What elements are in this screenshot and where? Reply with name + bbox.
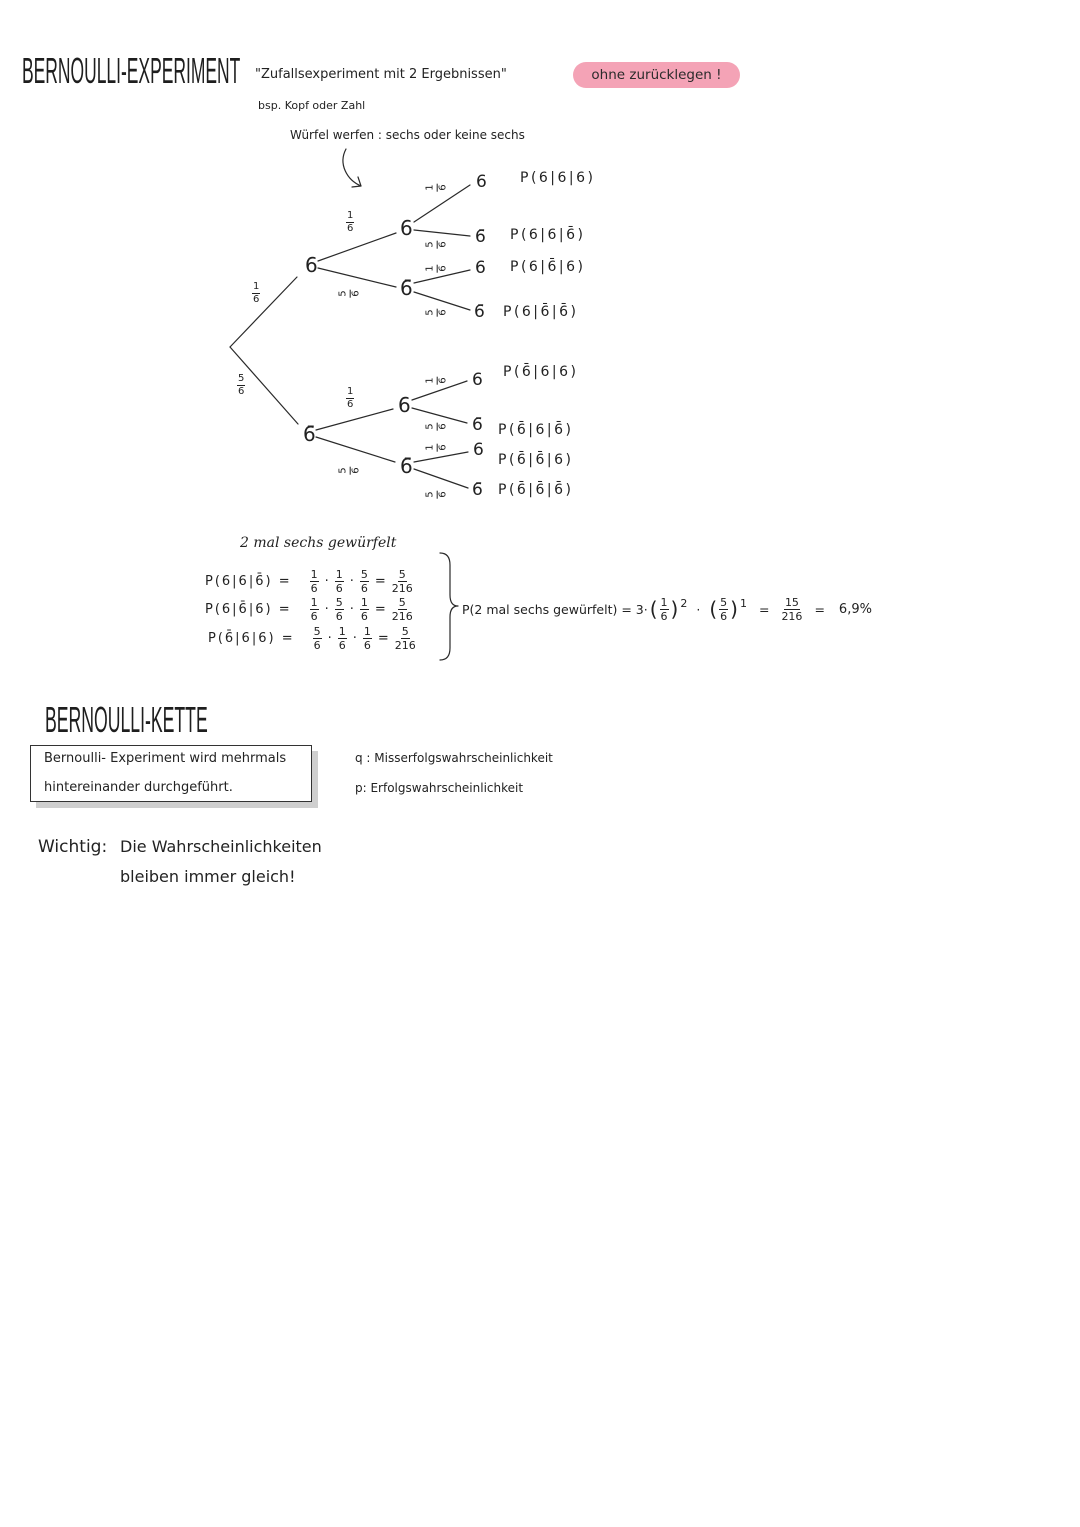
multiply-dot: · (327, 630, 332, 646)
branch-line (414, 292, 470, 310)
highlight-badge (573, 62, 740, 88)
definition-box (30, 745, 312, 802)
numerator: 1 (347, 386, 354, 397)
tree-leaf-failure: 6̄ (475, 227, 486, 247)
open-paren: ( (649, 597, 658, 621)
down-arrow-icon (343, 149, 361, 186)
row-result (392, 569, 413, 594)
outcome-label: P(6̄|6̄|6̄) (498, 482, 574, 498)
example-text: bsp. Kopf oder Zahl (258, 99, 366, 112)
denominator: 6 (347, 223, 354, 234)
numerator: 5 (398, 567, 406, 581)
numerator: 5 (360, 567, 368, 581)
outcome-label: P(6|6|6̄) (510, 227, 586, 243)
outcome-label: P(6̄|6̄|6) (498, 452, 574, 468)
factor (313, 626, 322, 651)
factor (360, 569, 369, 594)
branch-probability-failure (426, 240, 449, 248)
base-failure (719, 597, 728, 622)
tree-leaf-success: 6 (475, 258, 486, 278)
branch-probability-failure (426, 308, 449, 316)
tree-leaf-failure: 6̄ (474, 302, 485, 322)
denominator: 216 (391, 609, 413, 623)
denominator: 216 (391, 581, 413, 595)
outcome-label: P(6̄|6|6) (503, 364, 579, 380)
dice-example-text: Würfel werfen : sechs oder keine sechs (290, 128, 525, 142)
denominator: 6 (437, 309, 449, 316)
total-percent: 6,9% (838, 601, 872, 617)
numerator: 5 (398, 595, 406, 609)
numerator: 5 (337, 467, 349, 474)
branch-probability-success (426, 443, 449, 451)
multiply-dot: · (324, 573, 329, 589)
denominator: 6 (360, 609, 368, 623)
factor (310, 569, 319, 594)
numerator: 1 (310, 567, 318, 581)
multiply-dot: · (349, 601, 354, 617)
definition-line: Bernoulli- Experiment wird mehrmals (44, 751, 287, 766)
equals-sign: = (758, 601, 770, 617)
outcome-label: P(6|6̄|6) (510, 259, 586, 275)
calc-row (208, 626, 416, 650)
definition-line: hintereinander durchgeführt. (44, 780, 233, 795)
denominator: 6 (310, 609, 318, 623)
branch-line (414, 469, 468, 488)
branch-probability-failure (426, 422, 449, 430)
denominator: 6 (335, 581, 343, 595)
denominator: 6 (347, 399, 354, 410)
calc-row (205, 597, 413, 621)
curly-brace (440, 553, 458, 660)
numerator: 1 (363, 624, 371, 638)
legend-q: q : Misserfolgswahrscheinlichkeit (355, 751, 553, 765)
badge-text: ohne zurücklegen ! (591, 67, 722, 83)
note-line: bleiben immer gleich! (120, 867, 296, 886)
tree-leaf-failure: 6̄ (472, 480, 483, 500)
multiply-dot: · (696, 601, 701, 617)
branch-line (318, 268, 396, 287)
numerator: 15 (784, 595, 799, 609)
close-paren: ) (730, 597, 738, 621)
denominator: 6 (437, 241, 449, 248)
tree-leaf-success: 6 (473, 440, 484, 460)
numerator: 5 (424, 241, 436, 248)
denominator: 6 (720, 609, 728, 623)
equals-sign: = (377, 630, 389, 646)
numerator: 1 (338, 624, 346, 638)
factor (335, 569, 344, 594)
multiply-dot: · (349, 573, 354, 589)
denominator: 6 (313, 638, 321, 652)
outcome-label: P(6̄|6|6̄) (498, 422, 574, 438)
denominator: 6 (437, 184, 449, 191)
factor (360, 597, 369, 622)
branch-line (230, 277, 297, 347)
denominator: 6 (437, 377, 449, 384)
tree-node-success: 6 (305, 253, 318, 277)
numerator: 1 (424, 184, 436, 191)
branch-probability-failure (426, 490, 449, 498)
note-line: Die Wahrscheinlichkeiten (120, 837, 322, 856)
branch-probability-success (426, 183, 449, 191)
tree-node-success: 6 (398, 393, 411, 417)
tree-leaf-success: 6 (476, 172, 487, 192)
open-paren: ( (709, 597, 718, 621)
branch-probability-failure (237, 374, 245, 397)
close-paren: ) (670, 597, 679, 621)
numerator: 1 (660, 595, 668, 609)
multiply-dot: · (352, 630, 357, 646)
numerator: 1 (424, 444, 436, 451)
numerator: 1 (347, 210, 354, 221)
denominator: 216 (394, 638, 416, 652)
branch-probability-success (426, 376, 449, 384)
denominator: 6 (338, 638, 346, 652)
numerator: 5 (335, 595, 343, 609)
tree-node-failure: 6̄ (303, 422, 316, 446)
branch-line (414, 230, 470, 236)
factor (363, 626, 372, 651)
branch-line (414, 452, 468, 462)
branch-probability-failure (339, 466, 362, 474)
section-title: BERNOULLI-KETTE (45, 699, 208, 740)
denominator: 6 (360, 581, 368, 595)
tree-node-failure: 6̄ (400, 454, 413, 478)
denominator: 216 (781, 609, 803, 623)
event-label: P(6|6|6̄) = (205, 573, 292, 589)
denominator: 6 (437, 491, 449, 498)
base-success (660, 597, 669, 622)
denominator: 6 (350, 290, 362, 297)
numerator: 5 (401, 624, 409, 638)
denominator: 6 (253, 294, 260, 305)
calc-heading: 2 mal sechs gewürfelt (240, 535, 397, 551)
event-label: P(6̄|6|6) = (208, 630, 295, 646)
numerator: 5 (424, 423, 436, 430)
numerator: 5 (337, 290, 349, 297)
definition-quote: "Zufallsexperiment mit 2 Ergebnissen" (255, 67, 507, 82)
row-result (395, 626, 416, 651)
denominator: 6 (660, 609, 668, 623)
outcome-label: P(6|6̄|6̄) (503, 304, 579, 320)
row-result (392, 597, 413, 622)
numerator: 1 (253, 281, 260, 292)
equals-sign: = (374, 601, 386, 617)
exponent: 2 (680, 597, 688, 610)
calc-row (205, 569, 413, 593)
page-title: BERNOULLI-EXPERIMENT (22, 50, 241, 91)
factor (310, 597, 319, 622)
branch-probability-success (252, 282, 260, 305)
total-fraction (781, 597, 802, 622)
multiply-dot: · (324, 601, 329, 617)
tree-leaf-failure: 6̄ (472, 415, 483, 435)
outcome-label: P(6|6|6) (520, 170, 596, 186)
branch-probability-success (346, 211, 354, 234)
numerator: 1 (424, 377, 436, 384)
numerator: 5 (424, 309, 436, 316)
total-label: P(2 mal sechs gewürfelt) = 3· (462, 601, 648, 617)
legend-p: p: Erfolgswahrscheinlichkeit (355, 781, 524, 795)
equals-sign: = (374, 573, 386, 589)
denominator: 6 (363, 638, 371, 652)
denominator: 6 (437, 265, 449, 272)
branch-line (316, 409, 393, 430)
numerator: 5 (313, 624, 321, 638)
numerator: 5 (238, 373, 245, 384)
denominator: 6 (437, 423, 449, 430)
branch-line (318, 233, 396, 261)
event-label: P(6|6̄|6) = (205, 601, 292, 617)
exponent: 1 (739, 597, 747, 610)
factor (338, 626, 347, 651)
denominator: 6 (335, 609, 343, 623)
branch-probability-success (346, 387, 354, 410)
factor (335, 597, 344, 622)
branch-line (412, 408, 467, 423)
total-probability (462, 597, 872, 621)
numerator: 1 (424, 265, 436, 272)
branch-probability-success (426, 264, 449, 272)
numerator: 5 (424, 491, 436, 498)
numerator: 5 (720, 595, 728, 609)
numerator: 1 (335, 567, 343, 581)
denominator: 6 (437, 444, 449, 451)
numerator: 1 (360, 595, 368, 609)
numerator: 1 (310, 595, 318, 609)
tree-leaf-success: 6 (472, 370, 483, 390)
note-label: Wichtig: (38, 837, 108, 857)
branch-line (316, 437, 395, 462)
denominator: 6 (350, 467, 362, 474)
equals-sign: = (814, 601, 825, 617)
tree-node-failure: 6̄ (400, 276, 413, 300)
branch-probability-failure (339, 289, 362, 297)
denominator: 6 (310, 581, 318, 595)
tree-node-success: 6 (400, 216, 413, 240)
denominator: 6 (238, 386, 245, 397)
